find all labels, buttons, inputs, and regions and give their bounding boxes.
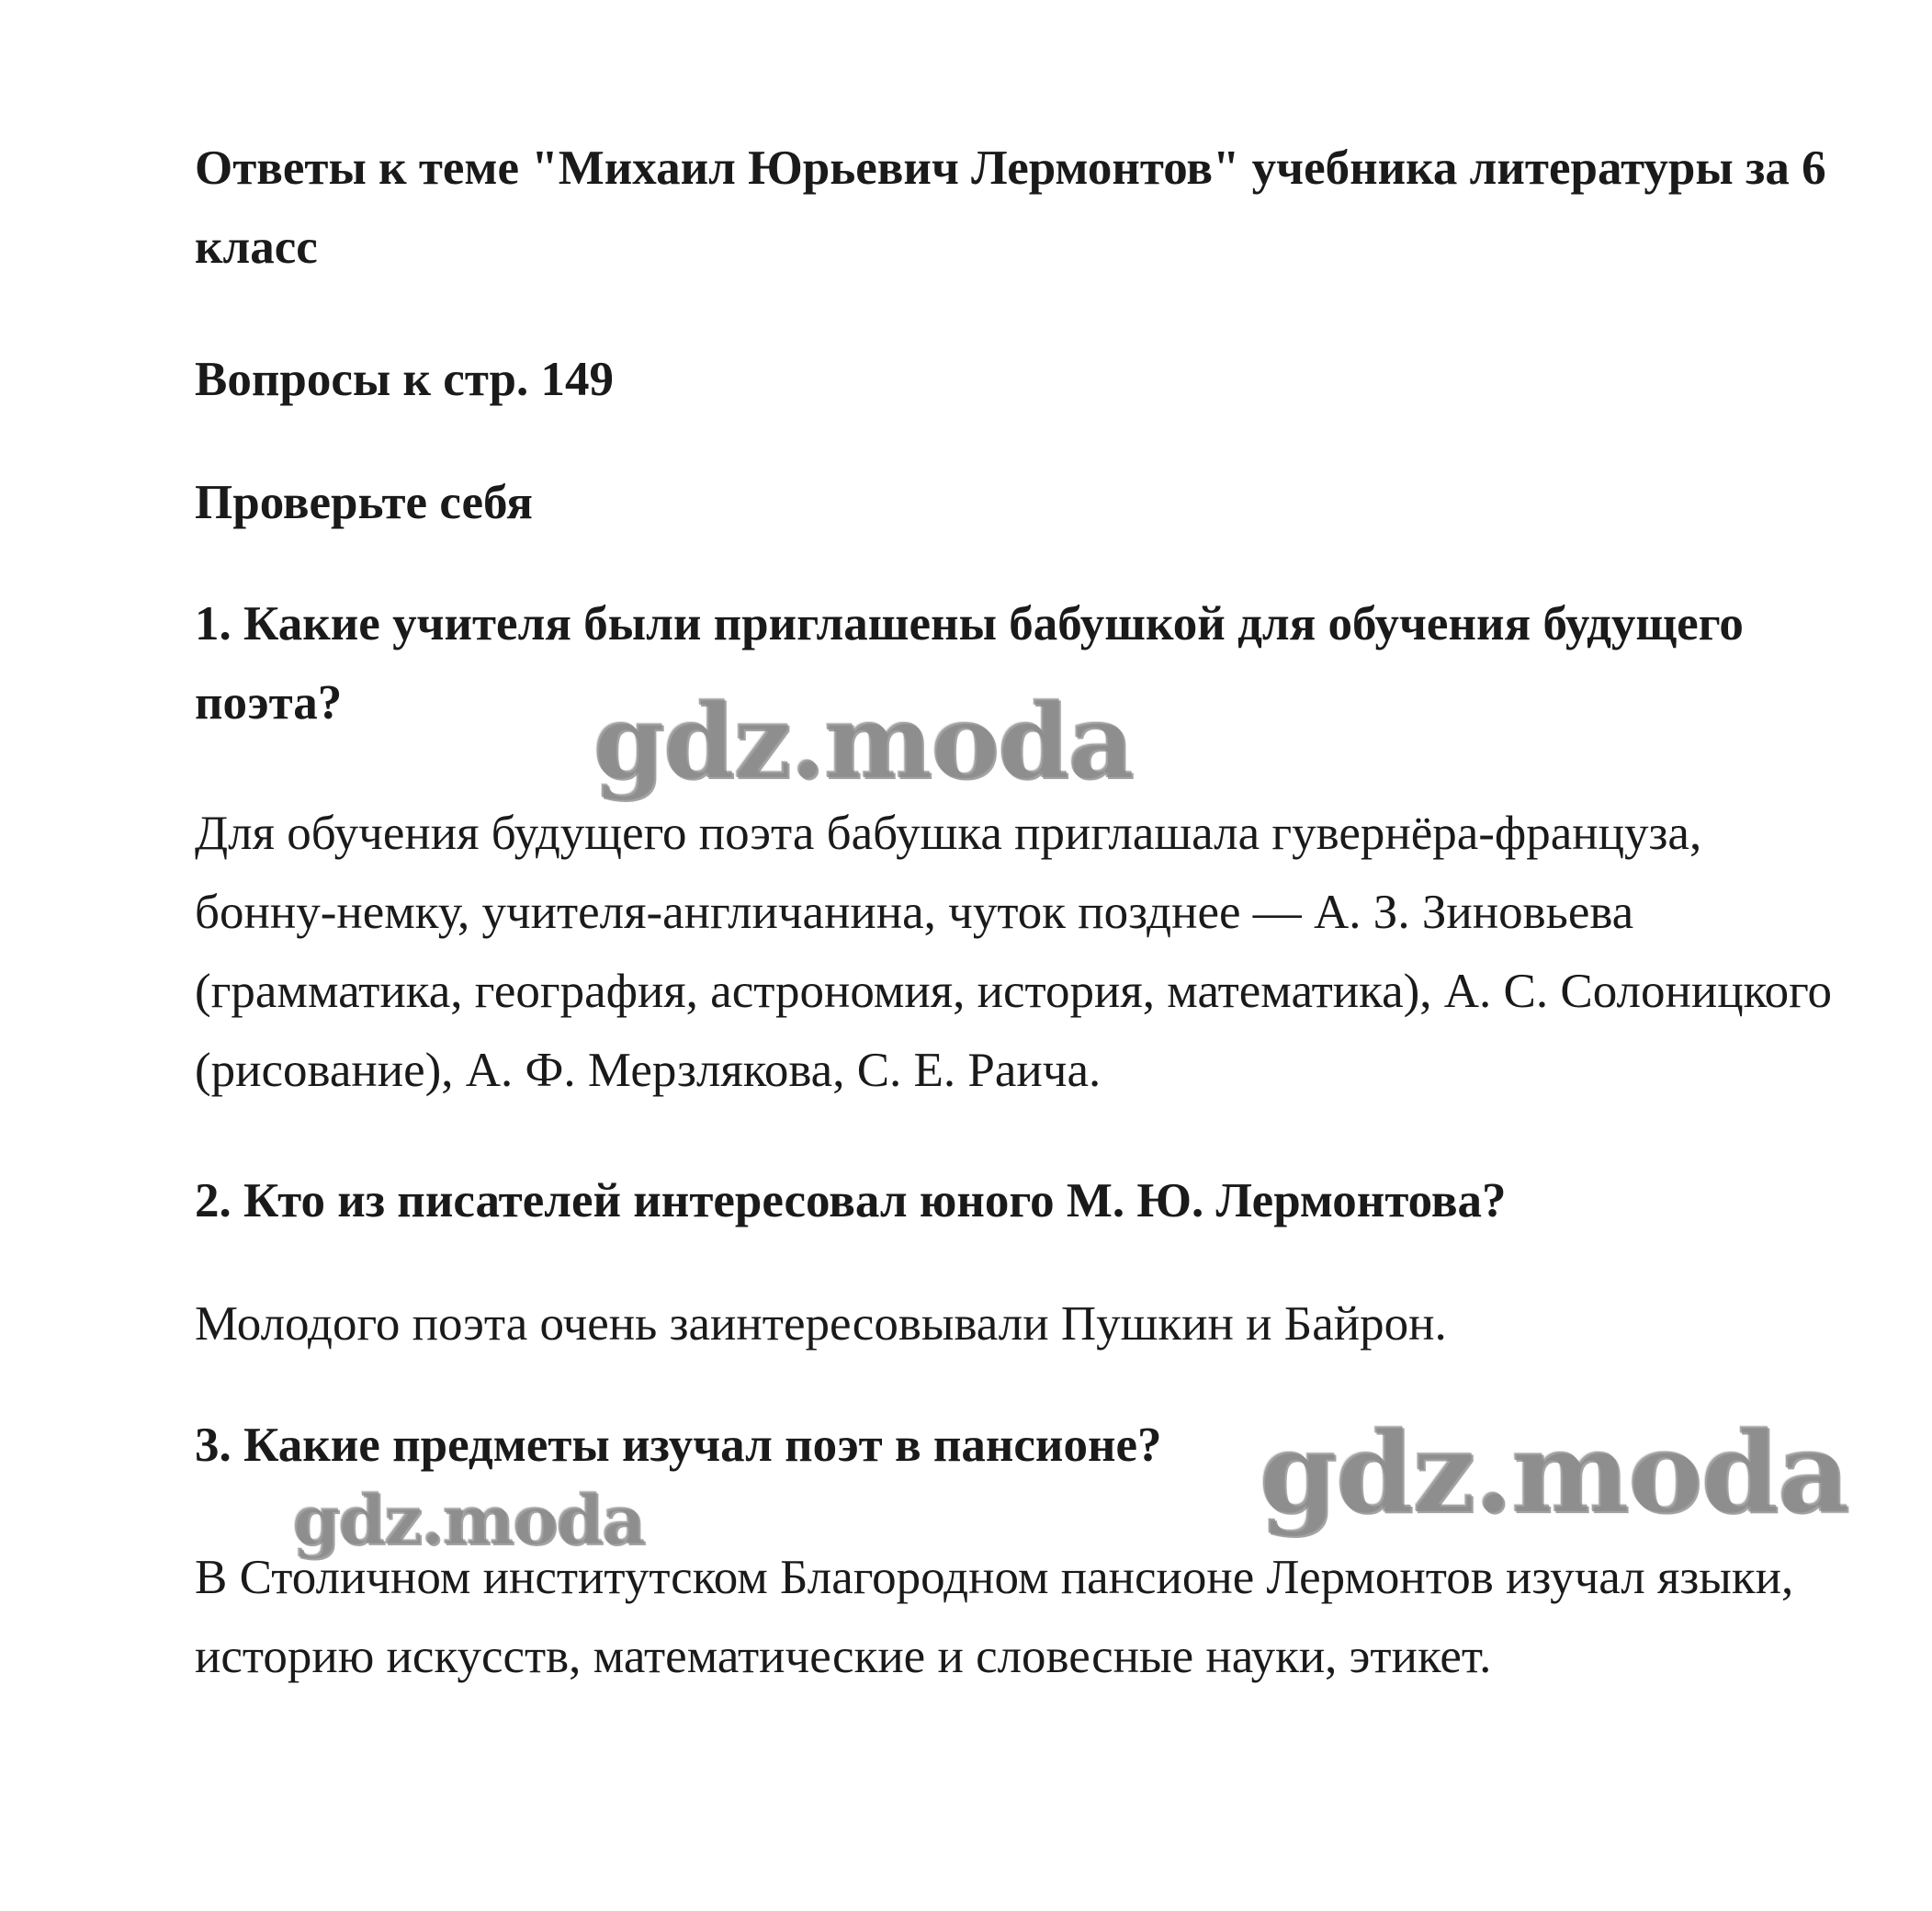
question-2: 2. Кто из писателей интересовал юного М. Ю. Лермонтова? [195, 1174, 1507, 1227]
watermark-logo: gdz.moda [292, 1481, 644, 1560]
question-3: 3. Какие предметы изучал поэт в пансионе? [195, 1419, 1162, 1472]
answer-3: В Столичном институтском Благородном пансионе Лермонтов изучал языки, историю искусств, математические и словесные науки, этикет. [195, 1551, 1794, 1683]
document-title: Ответы к теме "Михаил Юрьевич Лермонтов" учебника литературы за 6 класс [195, 141, 1826, 274]
watermark-logo: gdz.moda [1259, 1406, 1848, 1538]
question-1: 1. Какие учителя были приглашены бабушкой для обучения будущего поэта? [195, 597, 1744, 729]
answer-1: Для обучения будущего поэта бабушка приглашала гувернёра-француза, бонну-немку, учителя-англичанина, чуток позднее — А. З. Зиновьева (грамматика, география, астрономия, история, математика), А. С. Солоницкого (рисование), А. Ф. Мерзлякова, С. Е. Раича. [195, 807, 1833, 1097]
section-heading: Вопросы к стр. 149 [195, 353, 614, 406]
watermark-logo: gdz.moda [593, 682, 1133, 802]
answer-2: Молодого поэта очень заинтересовывали Пушкин и Байрон. [195, 1297, 1447, 1351]
subsection-heading: Проверьте себя [195, 476, 533, 529]
